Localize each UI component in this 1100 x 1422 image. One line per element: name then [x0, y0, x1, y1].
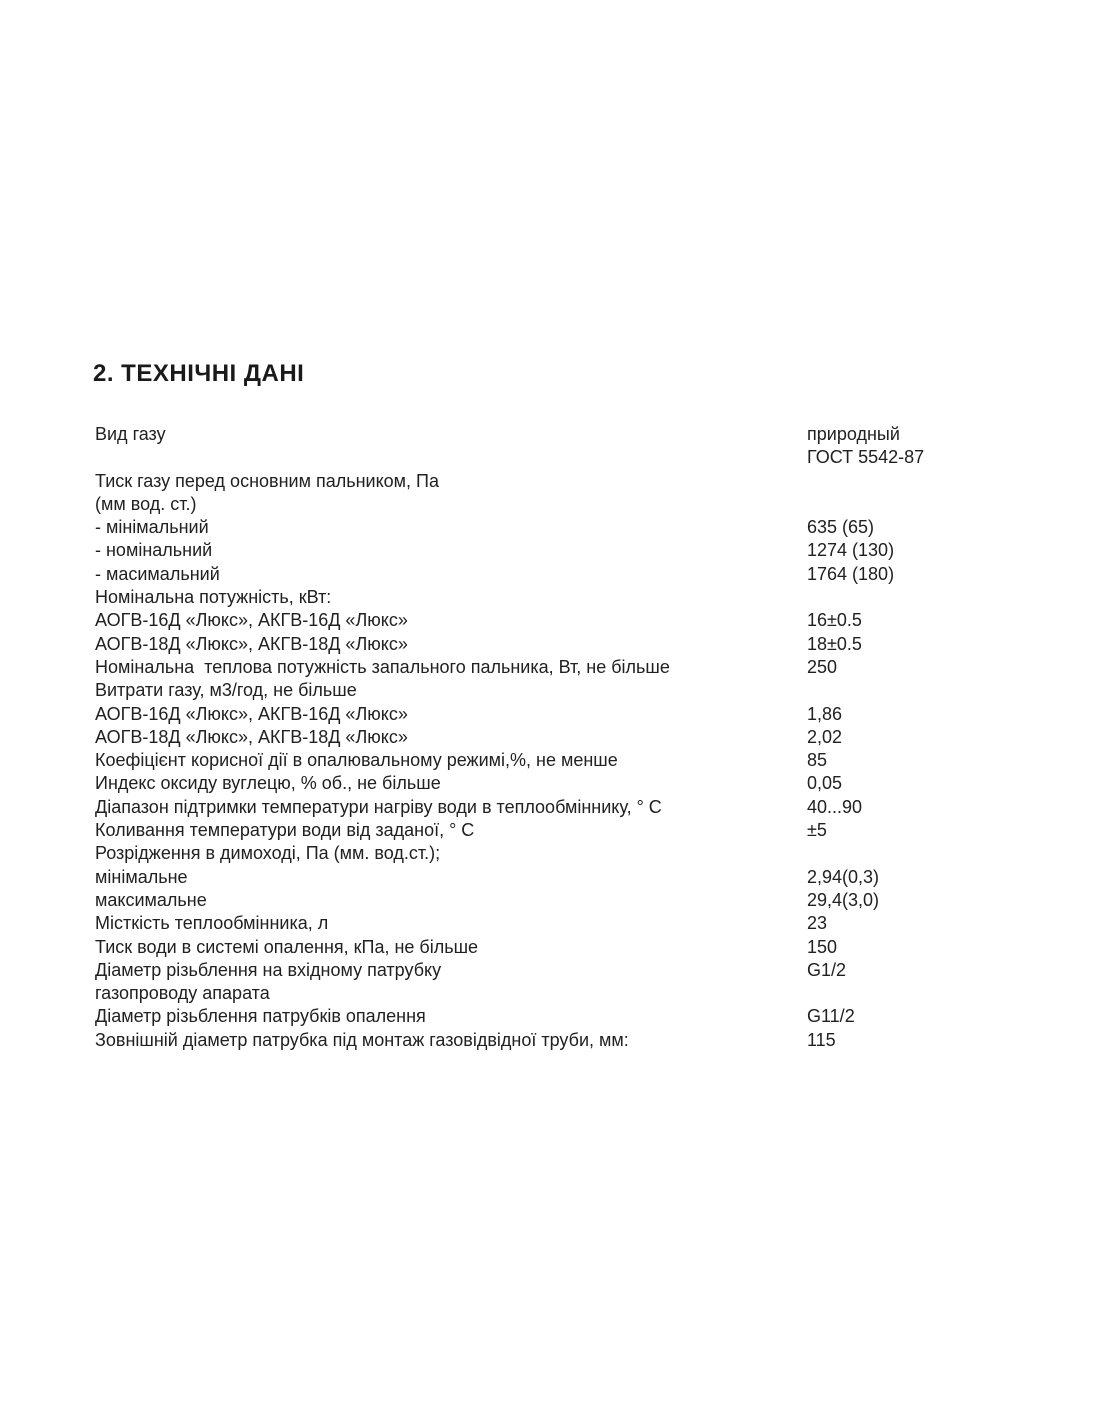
spec-label: - мінімальний [95, 517, 209, 538]
spec-row [0, 679, 1100, 702]
spec-row [0, 796, 1100, 819]
spec-row [0, 446, 1100, 469]
spec-label: Розрідження в димоході, Па (мм. вод.ст.); [95, 843, 441, 864]
spec-row [0, 1029, 1100, 1052]
spec-value: 115 [807, 1029, 836, 1050]
technical-data-list [0, 423, 1100, 1052]
spec-row [0, 609, 1100, 632]
spec-label: Тиск води в системі опалення, кПа, не більше [95, 936, 479, 957]
spec-label: мінімальне [95, 866, 188, 887]
spec-value: 150 [807, 936, 838, 957]
spec-label: (мм вод. ст.) [95, 493, 197, 514]
spec-value: природный [807, 424, 900, 444]
spec-row [0, 772, 1100, 795]
spec-row [0, 749, 1100, 772]
spec-value: 250 [807, 656, 838, 677]
spec-label: Тиск газу перед основним пальником, Па [95, 470, 439, 491]
spec-label: АОГВ-18Д «Люкс», АКГВ-18Д «Люкс» [95, 726, 408, 747]
spec-value: 1764 (180) [807, 563, 895, 584]
spec-value: 0,05 [807, 773, 843, 794]
spec-value [807, 470, 1100, 493]
spec-value: 18±0.5 [807, 633, 862, 654]
spec-label: Місткість теплообмінника, л [95, 913, 329, 934]
spec-label: Вид газу [95, 424, 166, 444]
spec-row [0, 819, 1100, 842]
spec-value [807, 679, 1100, 702]
spec-label: максимальне [95, 889, 207, 910]
spec-value: 29,4(3,0) [807, 889, 880, 910]
spec-value: ±5 [807, 820, 827, 841]
spec-label: - номінальний [95, 540, 213, 561]
spec-label: газопроводу апарата [95, 983, 270, 1004]
spec-row [0, 703, 1100, 726]
spec-row [0, 959, 1100, 982]
spec-label: Діаметр різьблення патрубків опалення [95, 1006, 426, 1027]
spec-row [0, 982, 1100, 1005]
spec-row [0, 470, 1100, 493]
spec-row [0, 493, 1100, 516]
spec-row [0, 516, 1100, 539]
page-title: 2. ТЕХНІЧНІ ДАНІ [93, 360, 305, 387]
spec-value: 40...90 [807, 796, 863, 817]
spec-label: АОГВ-18Д «Люкс», АКГВ-18Д «Люкс» [95, 633, 408, 654]
spec-value: G11/2 [807, 1006, 855, 1027]
spec-label: Номінальна потужність, кВт: [95, 587, 332, 608]
spec-row [0, 842, 1100, 865]
spec-row [0, 726, 1100, 749]
spec-row [0, 656, 1100, 679]
spec-value: 2,02 [807, 726, 843, 747]
spec-value: 1,86 [807, 703, 843, 724]
spec-value: G1/2 [807, 959, 847, 980]
spec-label: Діапазон підтримки температури нагріву води в теплообміннику, ° С [95, 796, 662, 817]
spec-row [0, 563, 1100, 586]
spec-value: ГОСТ 5542-87 [807, 447, 925, 468]
spec-row [0, 586, 1100, 609]
spec-label: АОГВ-16Д «Люкс», АКГВ-16Д «Люкс» [95, 610, 408, 631]
spec-value [807, 842, 1100, 865]
spec-label: Зовнішній діаметр патрубка під монтаж газовідвідної труби, мм: [95, 1029, 629, 1050]
spec-row [0, 539, 1100, 562]
spec-label: Діаметр різьблення на вхідному патрубку [95, 959, 442, 980]
spec-value: 23 [807, 913, 828, 934]
spec-value: 2,94(0,3) [807, 866, 880, 887]
spec-value: 16±0.5 [807, 610, 862, 631]
spec-label: АОГВ-16Д «Люкс», АКГВ-16Д «Люкс» [95, 703, 408, 724]
spec-label: Индекс оксиду вуглецю, % об., не більше [95, 773, 441, 794]
spec-row [0, 912, 1100, 935]
spec-row [0, 889, 1100, 912]
spec-value [807, 586, 1100, 609]
spec-row [0, 423, 1100, 446]
spec-row [0, 633, 1100, 656]
spec-label: Коефіцієнт корисної дії в опалювальному режимі,%, не менше [95, 750, 618, 771]
spec-value [807, 982, 1100, 1005]
spec-label: Номінальна теплова потужність запального пальника, Вт, не більше [95, 656, 670, 677]
spec-label: Витрати газу, м3/год, не більше [95, 680, 357, 701]
spec-label: Коливання температури води від заданої, ° С [95, 820, 475, 841]
spec-value: 85 [807, 750, 828, 771]
spec-row [0, 936, 1100, 959]
spec-value [807, 493, 1100, 516]
spec-value: 635 (65) [807, 517, 875, 538]
spec-label [95, 446, 807, 469]
spec-row [0, 1005, 1100, 1028]
spec-row [0, 866, 1100, 889]
spec-label: - масимальний [95, 563, 220, 584]
spec-value: 1274 (130) [807, 540, 895, 561]
